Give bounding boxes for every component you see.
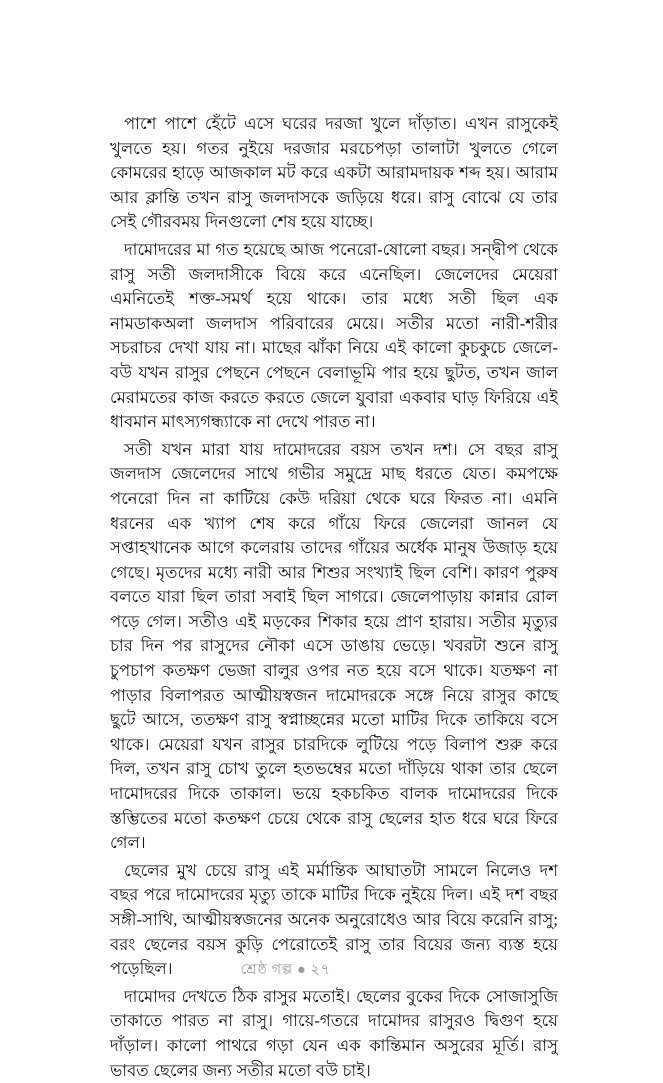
paragraph-3: সতী যখন মারা যায় দামোদরের বয়স তখন দশ। সে বছর রাসু জলদাস জেলেদের সাথে গভীর সমুদ্রে মাছ ধরতে যেত। কমপক্ষে পনেরো দিন না কাটিয়ে কেউ দরিয়া থেকে ঘরে ফিরত না। এমনি ধরনের এক খ্যাপ শেষ করে গাঁয়ে ফিরে জেলেরা জানল যে সপ্তাহখানেক আগে কলেরায় তাদের গাঁয়ের অর্ধেক মানুষ উজাড় হয়ে গেছে। মৃতদের মধ্যে নারী আর শিশুর সংখ্যাই ছিল বেশি। কারণ পুরুষ বলতে যারা ছিল তারা সবাই ছিল সাগরে। জেলেপাড়ায় কান্নার রোল পড়ে গেল। সতীও এই মড়কের শিকার হয়ে প্রাণ হারায়। সতীর মৃত্যুর চার দিন পর রাসুদের নৌকা এসে ডাঙায় ভেড়ে। খবরটা শুনে রাসু চুপচাপ কতক্ষণ ভেজা বালুর ওপর নত হয়ে বসে থাকে। যতক্ষণ না পাড়ার বিলাপরত আত্মীয়স্বজন দামোদরকে সঙ্গে নিয়ে রাসুর কাছে ছুটে আসে, ততক্ষণ রাসু স্বপ্নাচ্ছন্নের মতো মাটির দিকে তাকিয়ে বসে থাকে। মেয়েরা যখন রাসুর চারদিকে লুটিয়ে পড়ে বিলাপ শুরু করে দিল, তখন রাসু চোখ তুলে হতভম্বের মতো দাঁড়িয়ে থাকা তার ছেলে দামোদরের দিকে তাকাল। ভয়ে হকচকিত বালক দামোদরের দিকে স্তম্ভিতের মতো কতক্ষণ চেয়ে থেকে রাসু ছেলের হাত ধরে ঘরে ফিরে গেল। — [110, 439, 558, 853]
paragraph-5: দামোদর দেখতে ঠিক রাসুর মতোই। ছেলের বুকের দিকে সোজাসুজি তাকাতে পারত না রাসু। গায়ে-গতরে দামোদর রাসুরও দ্বিগুণ হয়ে দাঁড়াল। কালো পাথরে গড়া যেন এক কান্তিমান অসুরের মূর্তি। রাসু ভাবত ছেলের জন্য সতীর মতো বউ চাই। — [110, 986, 558, 1080]
page-text-body — [110, 112, 558, 1083]
footer-running-head: শ্রেষ্ঠ গল্প ● ২৭ — [240, 962, 331, 978]
paragraph-2: দামোদরের মা গত হয়েছে আজ পনেরো-ষোলো বছর। সন্দ্বীপ থেকে রাসু সতী জলদাসীকে বিয়ে করে এনেছিল। জেলেদের মেয়েরা এমনিতেই শক্ত-সমর্থ হয়ে থাকে। তার মধ্যে সতী ছিল এক নামডাকঅলা জলদাস পরিবারের মেয়ে। সতীর মতো নারী-শরীর সচরাচর দেখা যায় না। মাছের ঝাঁকা নিয়ে এই কালো কুচকুচে জেলে-বউ যখন রাসুর পেছনে পেছনে বেলাভূমি পার হয়ে ছুটত, তখন জাল মেরামতের কাজ করতে করতে জেলে যুবারা একবার ঘাড় ফিরিয়ে এই ধাবমান মাৎস্যগন্ধ্যাকে না দেখে পারত না। — [110, 239, 558, 432]
paragraph-4: ছেলের মুখ চেয়ে রাসু এই মর্মান্তিক আঘাতটা সামলে নিলেও দশ বছর পরে দামোদরের মৃত্যু তাকে মাটির দিকে নুইয়ে দিল। এই দশ বছর সঙ্গী-সাথি, আত্মীয়স্বজনের অনেক অনুরোধেও আর বিয়ে করেনি রাসু; বরং ছেলের বয়স কুড়ি পেরোতেই রাসু তার বিয়ের জন্য ব্যস্ত হয়ে পড়েছিল। — [110, 860, 558, 979]
page-footer — [0, 961, 663, 979]
paragraph-1: পাশে পাশে হেঁটে এসে ঘরের দরজা খুলে দাঁড়াত। এখন রাসুকেই খুলতে হয়। গতর নুইয়ে দরজার মরচেপড়া তালাটা খুলতে গেলে কোমরের হাড়ে আজকাল মট করে একটা আরামদায়ক শব্দ হয়। আরাম আর ক্লান্তি তখন রাসু জলদাসকে জড়িয়ে ধরে। রাসু বোঝে যে তার সেই গৌরবময় দিনগুলো শেষ হয়ে যাচ্ছে। — [110, 114, 558, 232]
